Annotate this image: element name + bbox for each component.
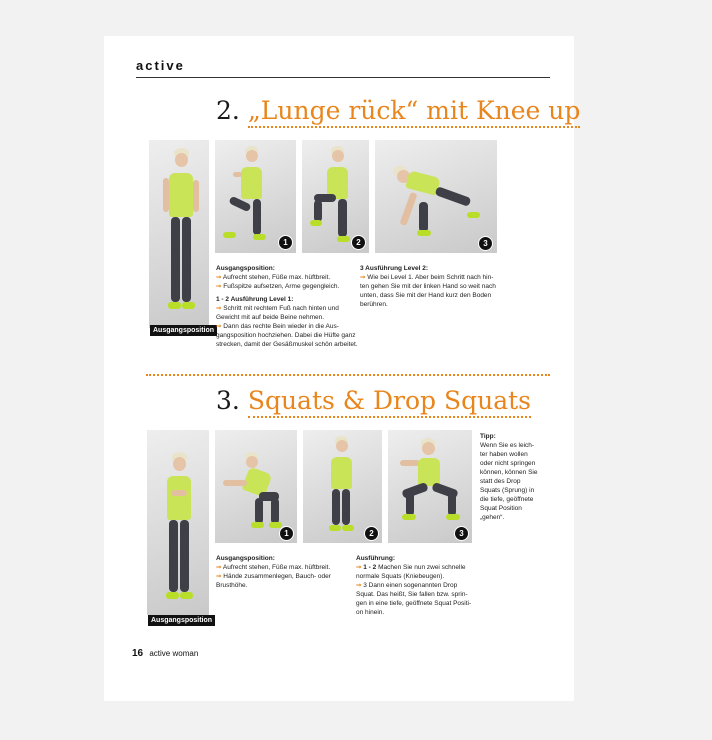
- exercise-2-photo-2: [302, 140, 369, 253]
- instruction-line: Machen Sie nun zwei schnelle: [378, 564, 466, 571]
- exercise-3-execution: [356, 554, 506, 617]
- instruction-line: berühren.: [360, 301, 388, 308]
- page-footer: [132, 648, 198, 659]
- instruction-line: 3 Dann einen sogenannten Drop: [363, 582, 458, 589]
- tip-line: Wenn Sie es leich-: [480, 442, 535, 449]
- section-header: active: [136, 58, 185, 73]
- tip-heading: Tipp:: [480, 433, 496, 440]
- instruction-line: strecken, damit der Gesäßmuskel schön arbeitet.: [216, 341, 358, 348]
- level-1-heading: 1 - 2 Ausführung Level 1:: [216, 296, 294, 303]
- instruction-line: gen in eine tiefe, geöffnete Squat Positi-: [356, 600, 472, 607]
- exercise-3-photo-1: [215, 430, 297, 543]
- instruction-line: Gewicht mit auf beide Beine nehmen.: [216, 314, 325, 321]
- instruction-line: Schritt mit rechtem Fuß nach hinten und: [223, 305, 339, 312]
- instruction-line: Squat. Das heißt, Sie fallen bzw. sprin-: [356, 591, 468, 598]
- instruction-line: on hinein.: [356, 609, 385, 616]
- exercise-3-start-photo: [147, 430, 209, 615]
- exercise-2-name: „Lunge rück“ mit Knee up: [248, 96, 581, 128]
- exercise-3-photo-2: [303, 430, 382, 543]
- exercise-3-photo-3: [388, 430, 472, 543]
- arrow-icon: ➞: [216, 283, 222, 290]
- arrow-icon: ➞: [360, 274, 366, 281]
- exercise-2-number: 2.: [216, 96, 240, 125]
- exercise-3-title: [216, 386, 531, 416]
- arrow-icon: ➞: [216, 564, 222, 571]
- instruction-line: normale Squats (Kniebeugen).: [356, 573, 445, 580]
- step-range: 1 - 2: [363, 564, 377, 571]
- magazine-page: [104, 36, 581, 701]
- instruction-line: Dann das rechte Bein wieder in die Aus-: [223, 323, 339, 330]
- tip-line: ter haben wollen: [480, 451, 528, 458]
- instruction-line: Hände zusammenlegen, Bauch- oder: [223, 573, 331, 580]
- step-badge-1: 1: [278, 235, 293, 250]
- arrow-icon: ➞: [356, 582, 362, 589]
- level-2-heading: 3 Ausführung Level 2:: [360, 265, 429, 272]
- instruction-line: ten gehen Sie mit der linken Hand so weit nach: [360, 283, 496, 290]
- execution-heading: Ausführung:: [356, 555, 395, 562]
- arrow-icon: ➞: [216, 573, 222, 580]
- instruction-line: Fußspitze aufsetzen, Arme gegengleich.: [223, 283, 340, 290]
- arrow-icon: ➞: [216, 274, 222, 281]
- exercise-3-start-instructions: [216, 554, 356, 590]
- instruction-line: Aufrecht stehen, Füße max. hüftbreit.: [222, 564, 331, 571]
- exercise-2-title: [216, 96, 580, 126]
- exercise-2-photo-1: [215, 140, 296, 253]
- exercise-3-number: 3.: [216, 386, 240, 415]
- exercise-2-start-photo: [149, 140, 209, 328]
- exercise-2-start-label: Ausgangsposition: [150, 325, 217, 336]
- magazine-name: active woman: [149, 649, 199, 658]
- step-badge-2: 2: [364, 526, 379, 541]
- tip-line: statt des Drop: [480, 478, 521, 485]
- instruction-line: unten, dass Sie mit der Hand kurz den Boden: [360, 292, 492, 299]
- arrow-icon: ➞: [216, 323, 222, 330]
- tip-line: „gehen“.: [480, 514, 505, 521]
- tip-line: die tiefe, geöffnete: [480, 496, 534, 503]
- arrow-icon: ➞: [356, 564, 362, 571]
- exercise-3-start-label: Ausgangsposition: [148, 615, 215, 626]
- instruction-line: Aufrecht stehen, Füße max. hüftbreit.: [222, 274, 331, 281]
- exercise-2-level-2: [360, 264, 510, 309]
- tip-box: [480, 432, 550, 522]
- start-heading: Ausgangsposition:: [216, 265, 275, 272]
- start-heading: Ausgangsposition:: [216, 555, 275, 562]
- instruction-line: gangsposition hochziehen. Dabei die Hüfte ganz: [216, 332, 356, 339]
- tip-line: können, können Sie: [480, 469, 538, 476]
- arrow-icon: ➞: [216, 305, 222, 312]
- exercise-2-photo-3: [375, 140, 497, 253]
- step-badge-2: 2: [351, 235, 366, 250]
- header-rule: [136, 77, 550, 78]
- page-number: 16: [132, 648, 144, 659]
- exercise-3-name: Squats & Drop Squats: [248, 386, 531, 418]
- tip-line: Squat Position: [480, 505, 522, 512]
- instruction-line: Wie bei Level 1. Aber beim Schritt nach hin-: [367, 274, 494, 281]
- exercise-2-instructions: [216, 264, 366, 349]
- tip-line: Squats (Sprung) in: [480, 487, 535, 494]
- tip-line: oder nicht springen: [480, 460, 536, 467]
- step-badge-3: 3: [454, 526, 469, 541]
- instruction-line: Brusthöhe.: [216, 582, 248, 589]
- section-divider: [146, 374, 550, 376]
- step-badge-1: 1: [279, 526, 294, 541]
- step-badge-3: 3: [478, 236, 493, 251]
